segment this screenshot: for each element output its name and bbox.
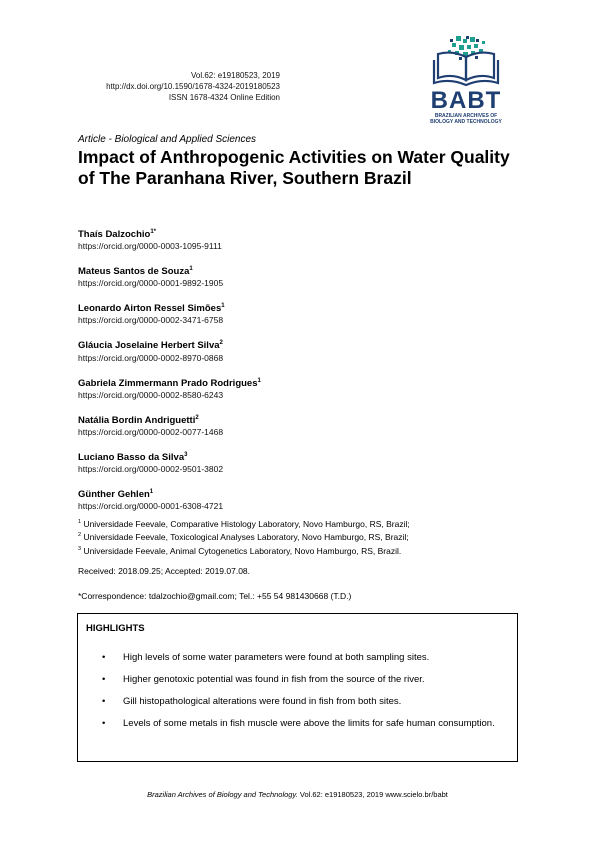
author-orcid-link[interactable]: https://orcid.org/0000-0003-1095-9111 xyxy=(78,241,222,252)
footer-volume-url: Vol.62: e19180523, 2019 www.scielo.br/babt xyxy=(297,790,448,799)
highlight-item: • Levels of some metals in fish muscle were above the limits for safe human consumption. xyxy=(102,717,502,731)
author-name xyxy=(78,226,518,241)
highlight-item: • Gill histopathological alterations were found in fish from both sites. xyxy=(102,695,502,709)
author-entry xyxy=(78,263,518,289)
author-name xyxy=(78,337,518,352)
logo-tagline-1: BRAZILIAN ARCHIVES OF xyxy=(434,113,498,119)
doi-link[interactable]: http://dx.doi.org/10.1590/1678-4324-2019180523 xyxy=(106,82,280,91)
author-list xyxy=(78,226,518,523)
author-name-text: Mateus Santos de Souza xyxy=(78,266,190,278)
author-name-text: Thaís Dalzochio xyxy=(78,229,151,241)
highlights-list xyxy=(102,651,502,739)
babt-logo xyxy=(428,36,518,132)
author-affiliation-marker: 1* xyxy=(150,229,156,235)
author-name-text: Luciano Basso da Silva xyxy=(78,452,185,464)
affiliation-item xyxy=(78,530,518,543)
author-orcid-link[interactable]: https://orcid.org/0000-0002-9501-3802 xyxy=(78,464,224,475)
author-name xyxy=(78,449,518,464)
author-entry xyxy=(78,300,518,326)
author-entry xyxy=(78,337,518,363)
issn-line: ISSN 1678-4324 Online Edition xyxy=(168,93,280,102)
author-orcid-link[interactable]: https://orcid.org/0000-0002-0077-1468 xyxy=(78,426,224,437)
author-orcid-link[interactable]: https://orcid.org/0000-0002-3471-6758 xyxy=(78,315,224,326)
author-affiliation-marker: 2 xyxy=(219,340,223,347)
author-name-text: Leonardo Airton Ressel Simões xyxy=(78,303,222,315)
open-book-icon xyxy=(434,53,498,85)
logo-tagline-2: BIOLOGY AND TECHNOLOGY xyxy=(430,119,502,125)
author-name-text: Natália Bordin Andriguetti xyxy=(78,414,196,426)
author-orcid-link[interactable]: https://orcid.org/0000-0001-9892-1905 xyxy=(78,278,224,289)
author-name-text: Günther Gehlen xyxy=(78,489,150,501)
highlights-box xyxy=(77,613,518,762)
highlights-title: HIGHLIGHTS xyxy=(86,623,145,634)
author-orcid-link[interactable]: https://orcid.org/0000-0002-8580-6243 xyxy=(78,389,224,400)
author-affiliation-marker: 3 xyxy=(184,451,188,458)
author-affiliation-marker: 2 xyxy=(195,414,199,421)
author-name xyxy=(78,486,518,501)
author-name-text: Gabriela Zimmermann Prado Rodrigues xyxy=(78,377,258,389)
article-metadata xyxy=(60,70,280,103)
author-affiliation-marker: 1 xyxy=(221,303,225,310)
affiliation-marker: 2 xyxy=(78,532,82,539)
logo-wordmark: BABT xyxy=(430,87,502,114)
affiliation-text: Universidade Feevale, Comparative Histology Laboratory, Novo Hamburgo, RS, Brazil; xyxy=(83,518,410,529)
footer-journal: Brazilian Archives of Biology and Technology. xyxy=(147,790,298,799)
affiliation-text: Universidade Feevale, Toxicological Analyses Laboratory, Novo Hamburgo, RS, Brazil; xyxy=(83,532,409,543)
article-type: Article - Biological and Applied Sciences xyxy=(78,134,257,145)
highlight-item: • Higher genotoxic potential was found in fish from the source of the river. xyxy=(102,673,502,687)
received-accepted-dates: Received: 2018.09.25; Accepted: 2019.07.08. xyxy=(78,566,251,576)
author-entry xyxy=(78,375,518,401)
author-entry xyxy=(78,226,518,252)
author-entry xyxy=(78,412,518,438)
author-name xyxy=(78,412,518,427)
affiliation-marker: 3 xyxy=(78,545,82,552)
highlight-item: • High levels of some water parameters were found at both sampling sites. xyxy=(102,651,502,665)
author-entry xyxy=(78,486,518,512)
author-name xyxy=(78,300,518,315)
affiliation-marker: 1 xyxy=(78,519,82,525)
affiliation-text: Universidade Feevale, Animal Cytogenetics Laboratory, Novo Hamburgo, RS, Brazil. xyxy=(83,545,402,556)
author-orcid-link[interactable]: https://orcid.org/0000-0002-8970-0868 xyxy=(78,352,224,363)
affiliation-list xyxy=(78,517,518,557)
author-name xyxy=(78,375,518,390)
author-affiliation-marker: 1 xyxy=(149,489,154,496)
author-name-text: Gláucia Joselaine Herbert Silva xyxy=(78,340,220,352)
paper-title: Impact of Anthropogenic Activities on Water Quality of The Paranhana River, Southern Brazil xyxy=(78,147,510,188)
author-orcid-link[interactable]: https://orcid.org/0000-0001-6308-4721 xyxy=(78,501,224,512)
affiliation-item xyxy=(78,544,518,557)
affiliation-item xyxy=(78,517,518,530)
page-footer xyxy=(0,790,595,799)
correspondence-line: *Correspondence: tdalzochio@gmail.com; Tel.: +55 54 981430668 (T.D.) xyxy=(78,591,352,601)
author-affiliation-marker: 1 xyxy=(189,266,193,273)
author-name xyxy=(78,263,518,278)
volume-line: Vol.62: e19180523, 2019 xyxy=(191,71,280,80)
author-entry xyxy=(78,449,518,475)
author-affiliation-marker: 1 xyxy=(257,377,261,384)
